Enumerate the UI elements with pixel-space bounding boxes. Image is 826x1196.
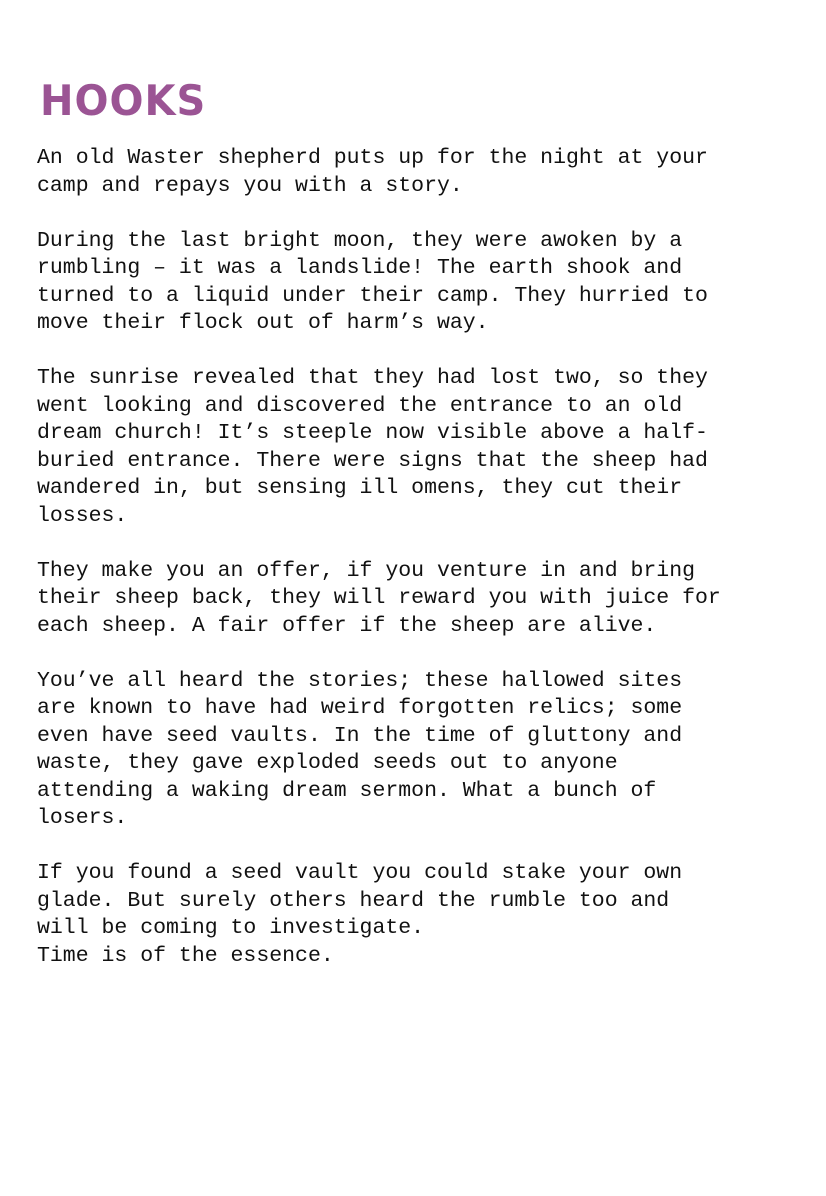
text-line: You’ve all heard the stories; these hallowed sites — [37, 668, 683, 693]
text-line: dream church! It’s steeple now visible above a half- — [37, 421, 708, 445]
text-line: went looking and discovered the entrance to an old — [37, 393, 683, 418]
text-line: attending a waking dream sermon. What a bunch of — [37, 778, 657, 803]
paragraph — [37, 145, 817, 200]
text-line: The sunrise revealed that they had lost two, so they — [37, 366, 708, 390]
text-line: Time is of the essence. — [37, 943, 334, 968]
page-title: HOOKS — [40, 77, 207, 126]
text-line: glade. But surely others heard the rumble too and — [37, 888, 670, 913]
paragraph — [37, 228, 817, 338]
paragraph — [37, 860, 817, 970]
text-line: rumbling – it was a landslide! The earth shook and — [37, 256, 683, 280]
text-line: are known to have had weird forgotten relics; some — [37, 696, 683, 720]
text-line: camp and repays you with a story. — [37, 173, 463, 198]
paragraph — [37, 558, 817, 641]
text-line: losses. — [37, 503, 128, 528]
text-line: wandered in, but sensing ill omens, they cut their — [37, 476, 683, 500]
text-line: will be coming to investigate. — [37, 916, 425, 940]
story-text — [37, 145, 817, 970]
text-line: An old Waster shepherd puts up for the night at your — [37, 146, 708, 170]
text-line: losers. — [37, 806, 128, 830]
paragraph — [37, 668, 817, 833]
text-line: During the last bright moon, they were awoken by a — [37, 228, 683, 253]
text-line: waste, they gave exploded seeds out to anyone — [37, 751, 618, 775]
text-line: even have seed vaults. In the time of gluttony and — [37, 723, 683, 748]
text-line: each sheep. A fair offer if the sheep are alive. — [37, 613, 657, 638]
text-line: buried entrance. There were signs that the sheep had — [37, 448, 708, 473]
paragraph — [37, 365, 817, 530]
text-line: move their flock out of harm’s way. — [37, 311, 489, 335]
text-line: If you found a seed vault you could stake your own — [37, 861, 683, 885]
text-line: They make you an offer, if you venture in and bring — [37, 558, 696, 583]
text-line: turned to a liquid under their camp. They hurried to — [37, 283, 708, 308]
text-line: their sheep back, they will reward you with juice for — [37, 586, 721, 610]
